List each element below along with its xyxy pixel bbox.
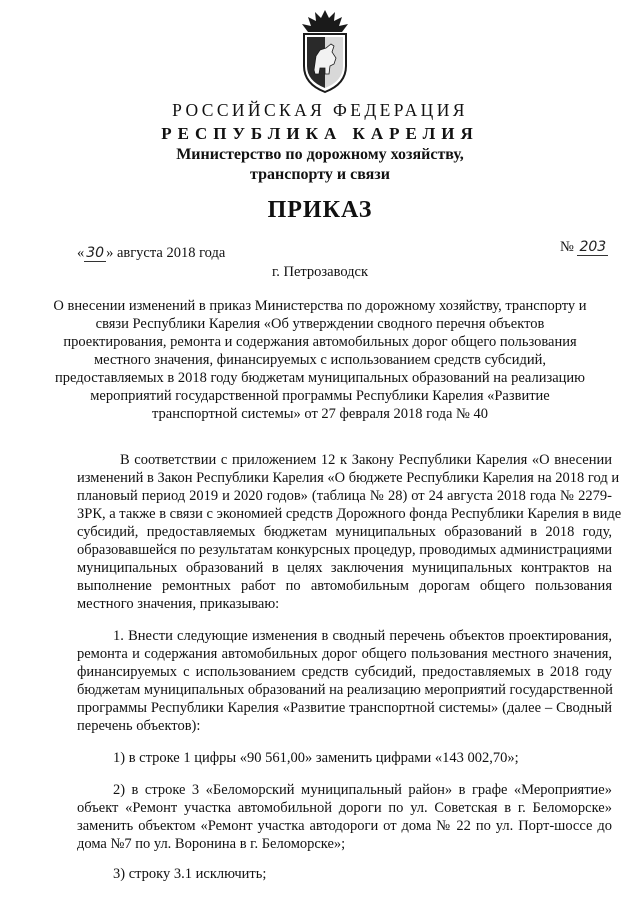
body-line: субсидий, предоставляемых бюджетам муниципальных образований в 2018 году,: [77, 524, 612, 540]
body-line: местного значения, приказываю:: [77, 596, 280, 612]
ministry-name-line1: Министерство по дорожному хозяйству,: [176, 146, 464, 163]
body-line: финансируемых с использованием средств субсидий, предоставляемых в 2018 году: [77, 664, 612, 680]
body-line: ЗРК, а также в связи с экономией средств Дорожного фонда Республики Карелия в виде: [77, 506, 622, 522]
body-line: В соответствии с приложением 12 к Закону Республики Карелия «О внесении: [120, 452, 612, 468]
order-date: [77, 245, 225, 262]
body-line: программы Республики Карелия «Развитие транспортной системы» (далее – Сводный: [77, 700, 612, 716]
body-line: изменений в Закон Республики Карелия «О бюджете Республики Карелия на 2018 год и: [77, 470, 620, 486]
title-line: мероприятий государственной программы Республики Карелия «Развитие: [90, 388, 550, 404]
title-line: местного значения, финансируемых с использованием средств субсидий,: [94, 352, 546, 368]
title-line: О внесении изменений в приказ Министерства по дорожному хозяйству, транспорту и: [53, 298, 587, 314]
title-line: проектирования, ремонта и содержания автомобильных дорог общего пользования: [63, 334, 577, 350]
date-open-quote: «: [77, 245, 85, 261]
body-line: выполнение ремонтных работ по автомобильным дорогам общего пользования: [77, 578, 612, 594]
body-line: перечень объектов):: [77, 718, 201, 734]
list-item-3: 3) строку 3.1 исключить;: [113, 866, 267, 882]
order-number: [560, 239, 608, 256]
city-name: г. Петрозаводск: [271, 264, 369, 280]
document-type-title: ПРИКАЗ: [267, 197, 373, 223]
country-name: РОССИЙСКАЯ ФЕДЕРАЦИЯ: [172, 100, 468, 120]
body-line: бюджетам муниципальных образований на реализацию мероприятий государственной: [77, 682, 613, 698]
list-item-2-line: заменить объектом «Ремонт участка автодороги от дома № 22 по ул. Порт-шоссе до: [77, 818, 612, 834]
body-line: 1. Внести следующие изменения в сводный перечень объектов проектирования,: [113, 628, 612, 644]
title-line: транспортной системы» от 27 февраля 2018 года № 40: [152, 406, 488, 422]
number-label: №: [560, 239, 574, 255]
date-day-handwritten: 30: [86, 245, 105, 261]
list-item-2-line: дома №7 по ул. Воронина в г. Беломорске»;: [77, 836, 346, 852]
list-item-1: 1) в строке 1 цифры «90 561,00» заменить цифрами «143 002,70»;: [113, 750, 519, 766]
list-item-2-line: объект «Ремонт участка автомобильной дороги по ул. Советская в г. Беломорске»: [77, 800, 612, 816]
title-line: связи Республики Карелия «Об утверждении сводного перечня объектов: [95, 316, 545, 332]
body-line: муниципальных образований в целях заключения муниципальных контрактов на: [77, 560, 612, 576]
ministry-name-line2: транспорту и связи: [250, 166, 390, 183]
body-line: плановый период 2019 и 2020 годов» (таблица № 28) от 24 августа 2018 года № 2279-: [77, 488, 612, 504]
body-line: ремонта и содержания автомобильных дорог общего пользования местного значения,: [77, 646, 612, 662]
republic-name: РЕСПУБЛИКА КАРЕЛИЯ: [161, 124, 479, 143]
date-rest: » августа 2018 года: [106, 245, 226, 261]
number-value-handwritten: 203: [579, 239, 607, 255]
list-item-2-line: 2) в строке 3 «Беломорский муниципальный район» в графе «Мероприятие»: [113, 782, 612, 798]
coat-of-arms-emblem: [296, 8, 354, 94]
body-line: образовавшейся по результатам конкурсных процедур, проводимых администрациями: [77, 542, 613, 558]
title-line: предоставляемых в 2018 году бюджетам муниципальных образований на реализацию: [54, 370, 586, 386]
